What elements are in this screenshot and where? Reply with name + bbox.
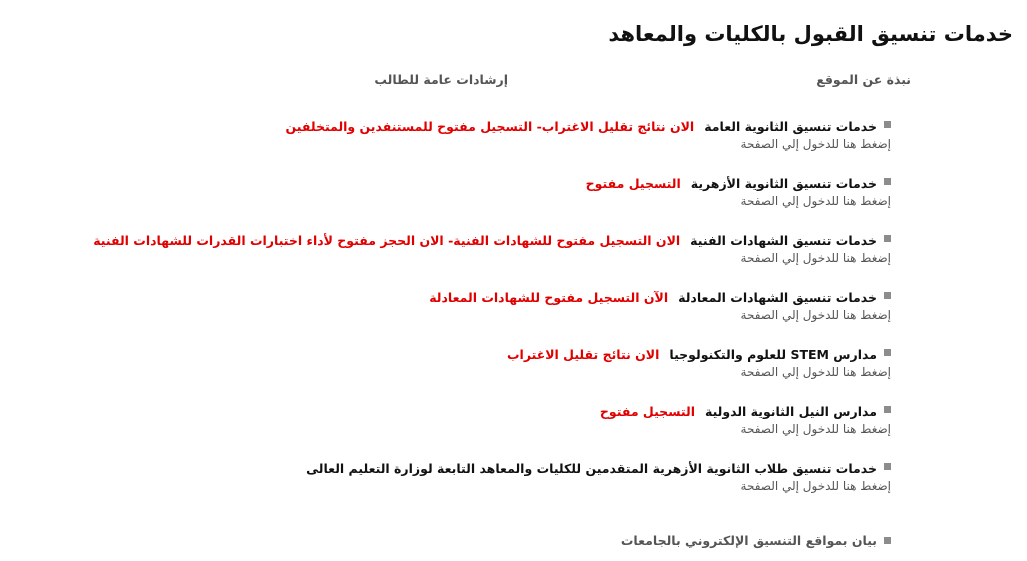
service-status: التسجيل مفتوح: [585, 176, 681, 191]
service-title-line: [300, 458, 877, 480]
service-name-link[interactable]: خدمات تنسيق طلاب الثانوية الأزهرية المتقدمين للكليات والمعاهد التابعة لوزارة التعليم العالى: [306, 461, 877, 476]
square-bullet-icon: [884, 463, 891, 470]
top-navigation: [0, 72, 911, 92]
service-item-equivalent: [11, 287, 891, 344]
about-site-link[interactable]: نبذة عن الموقع: [816, 72, 911, 87]
enter-page-link[interactable]: إضغط هنا للدخول إلي الصفحة: [740, 365, 891, 379]
service-item-technical: [11, 230, 891, 287]
service-item-nile-schools: [11, 401, 891, 458]
square-bullet-icon: [884, 406, 891, 413]
service-name-link[interactable]: خدمات تنسيق الثانوية الأزهرية: [690, 176, 877, 191]
university-sites-link[interactable]: بيان بمواقع التنسيق الإلكتروني بالجامعات: [620, 533, 877, 548]
enter-page-link[interactable]: إضغط هنا للدخول إلي الصفحة: [740, 137, 891, 151]
page-title: خدمات تنسيق القبول بالكليات والمعاهد: [608, 22, 1013, 47]
enter-page-link[interactable]: إضغط هنا للدخول إلي الصفحة: [740, 251, 891, 265]
square-bullet-icon: [884, 537, 891, 544]
enter-page-link[interactable]: إضغط هنا للدخول إلي الصفحة: [740, 194, 891, 208]
service-status: الآن التسجيل مفتوح للشهادات المعادلة: [429, 290, 669, 305]
square-bullet-icon: [884, 292, 891, 299]
enter-page-link[interactable]: إضغط هنا للدخول إلي الصفحة: [740, 308, 891, 322]
square-bullet-icon: [884, 121, 891, 128]
service-name-link[interactable]: خدمات تنسيق الشهادات المعادلة: [678, 290, 877, 305]
service-item-azhar-higher-education: [11, 458, 891, 515]
student-guidance-link[interactable]: إرشادات عامة للطالب: [374, 72, 508, 87]
service-title-line: [507, 344, 877, 366]
service-name-link[interactable]: مدارس STEM للعلوم والتكنولوجيا: [669, 347, 877, 362]
service-status: الان نتائج تقليل الاغتراب: [506, 347, 660, 362]
enter-page-link[interactable]: إضغط هنا للدخول إلي الصفحة: [740, 422, 891, 436]
enter-page-link[interactable]: إضغط هنا للدخول إلي الصفحة: [740, 479, 891, 493]
service-title-line: [286, 116, 878, 138]
service-status: الان نتائج تقليل الاغتراب- التسجيل مفتوح للمستنفدين والمتخلفين: [285, 119, 695, 134]
service-name-link[interactable]: خدمات تنسيق الثانوية العامة: [704, 119, 877, 134]
service-title-line: [586, 173, 877, 195]
service-item-azhar: [11, 173, 891, 230]
service-title-line: [93, 230, 877, 252]
service-title-line: [600, 401, 877, 423]
services-list: [11, 116, 891, 515]
service-item-stem: [11, 344, 891, 401]
service-item-thanaweya-amma: [11, 116, 891, 173]
square-bullet-icon: [884, 178, 891, 185]
square-bullet-icon: [884, 235, 891, 242]
service-status: التسجيل مفتوح: [599, 404, 695, 419]
service-status: الان التسجيل مفتوح للشهادات الفنية- الان الحجز مفتوح لأداء اختبارات القدرات للشهادات الفنية: [93, 233, 681, 248]
service-title-line: [429, 287, 877, 309]
square-bullet-icon: [884, 349, 891, 356]
service-name-link[interactable]: خدمات تنسيق الشهادات الفنية: [690, 233, 877, 248]
service-name-link[interactable]: مدارس النيل الثانوية الدولية: [704, 404, 877, 419]
